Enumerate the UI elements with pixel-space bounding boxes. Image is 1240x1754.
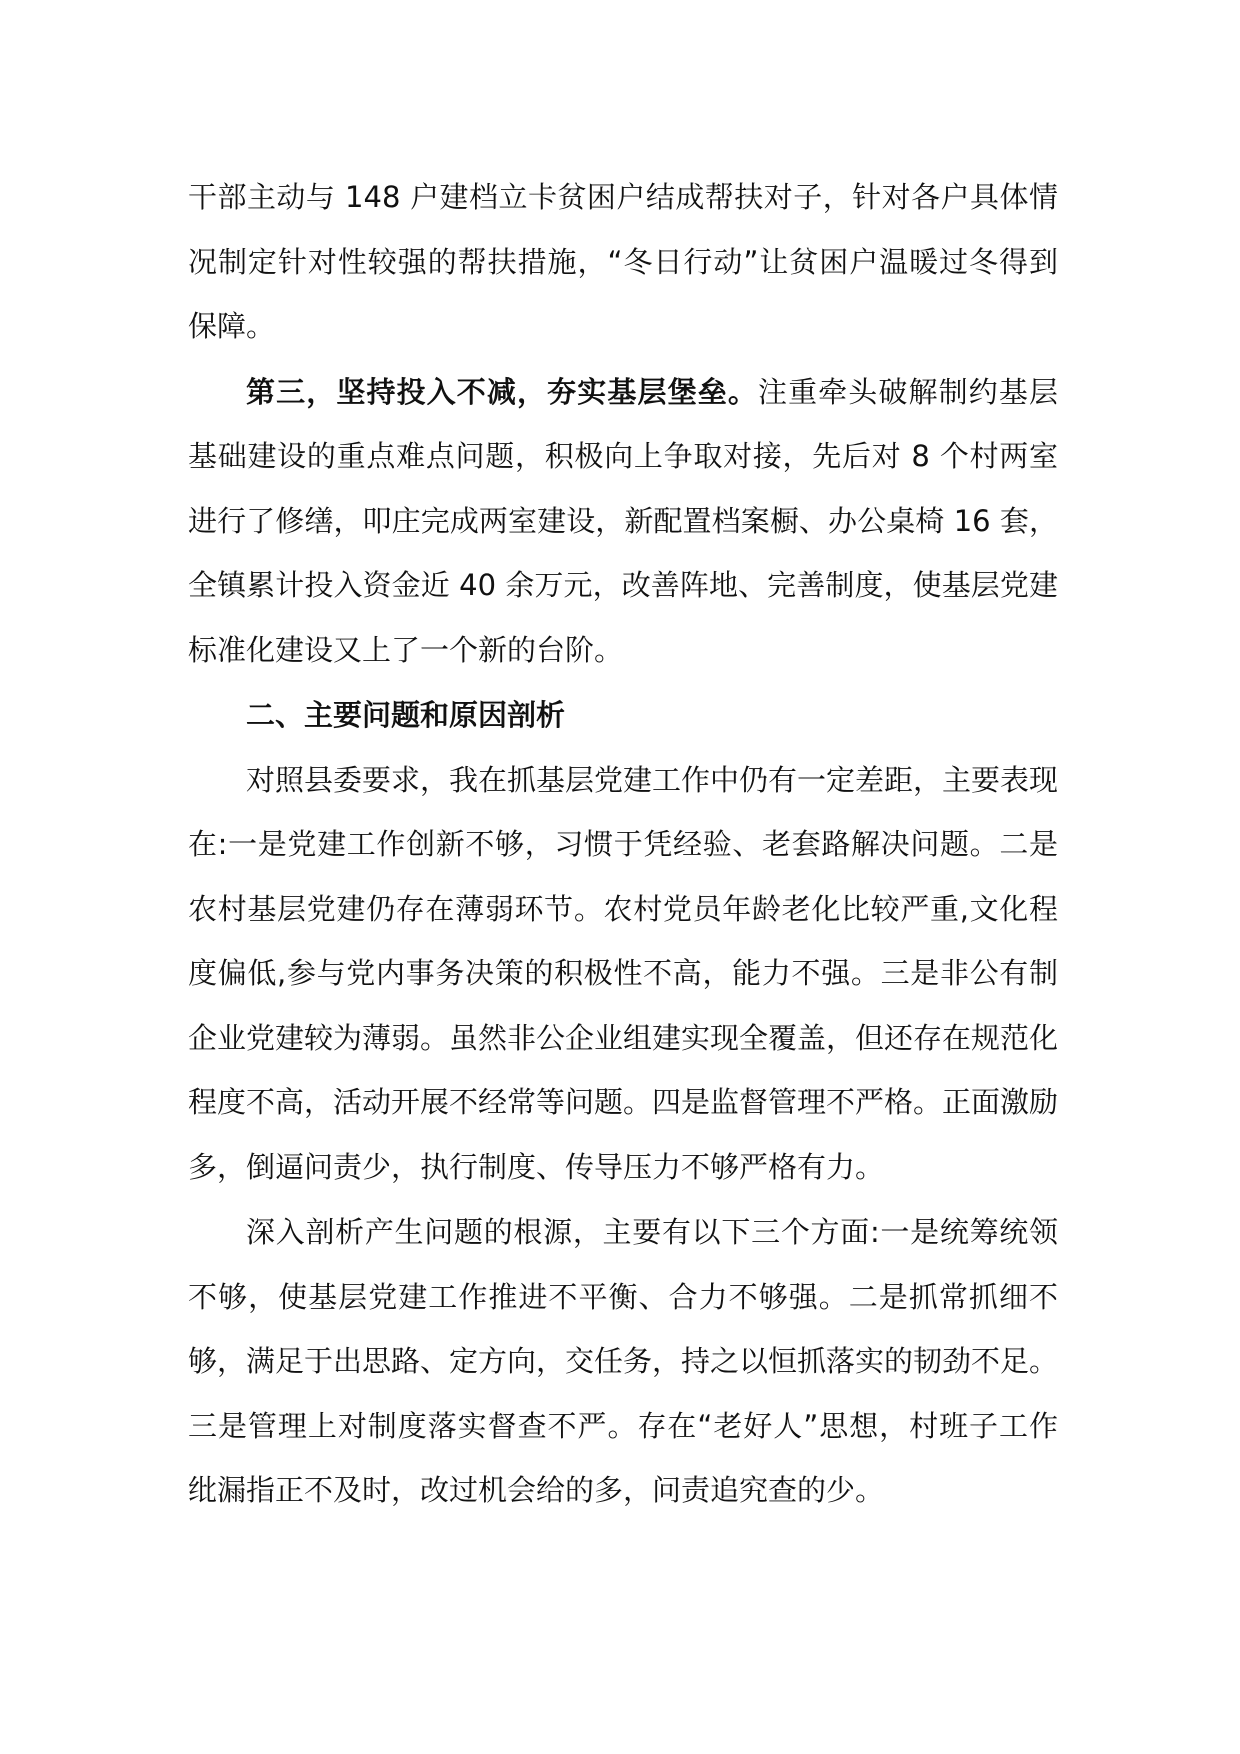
- paragraph-text: 深入剖析产生问题的根源，主要有以下三个方面:一是统筹统领不够，使基层党建工作推进不平衡、合力不够强。二是抓常抓细不够，满足于出思路、定方向，交任务，持之以恒抓落实的韧劲不足。三是管理上对制度落实督查不严。存在“老好人”思想，村班子工作纰漏指正不及时，改过机会给的多，问责追究查的少。: [188, 1215, 1059, 1507]
- paragraph-continued: [188, 165, 1058, 359]
- paragraph-text: 注重牵头破解制约基层基础建设的重点难点问题，积极向上争取对接，先后对 8 个村两室进行了修缮，叩庄完成两室建设，新配置档案橱、办公桌椅 16 套，全镇累计投入资金近 40 余万元，改善阵地、完善制度，使基层党建标准化建设又上了一个新的台阶。: [188, 374, 1058, 667]
- paragraph-text: 对照县委要求，我在抓基层党建工作中仍有一定差距，主要表现在:一是党建工作创新不够，习惯于凭经验、老套路解决问题。二是农村基层党建仍存在薄弱环节。农村党员年龄老化比较严重,文化程度偏低,参与党内事务决策的积极性不高，能力不强。三是非公有制企业党建较为薄弱。虽然非公企业组建实现全覆盖，但还存在规范化程度不高，活动开展不经常等问题。四是监督管理不严格。正面激励多，倒逼问责少，执行制度、传导压力不够严格有力。: [188, 762, 1059, 1184]
- paragraph-problems: [188, 748, 1058, 1200]
- paragraph-third-point: [188, 360, 1058, 683]
- paragraph-text: 干部主动与 148 户建档立卡贫困户结成帮扶对子，针对各户具体情况制定针对性较强的帮扶措施，“冬日行动”让贫困户温暖过冬得到保障。: [188, 180, 1058, 343]
- paragraph-causes: [188, 1200, 1058, 1523]
- document-body: [188, 165, 1058, 1524]
- section-heading: 二、主要问题和原因剖析: [246, 698, 566, 732]
- paragraph-lead-bold: 第三，坚持投入不减，夯实基层堡垒。: [246, 374, 758, 409]
